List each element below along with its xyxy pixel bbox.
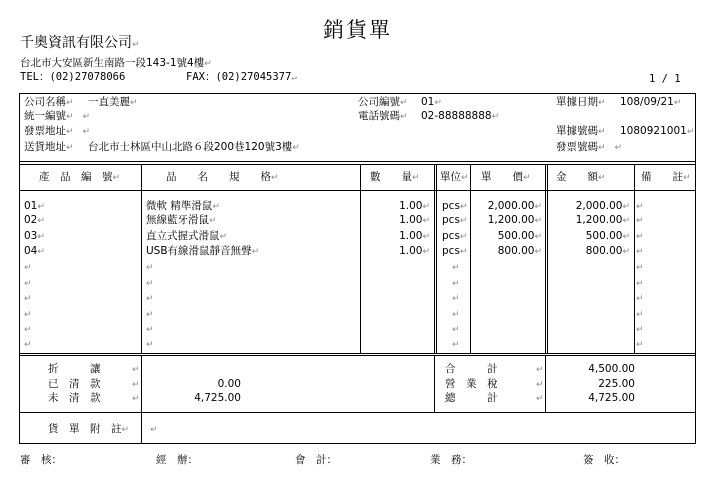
empty-row-mark: ↵: [146, 279, 154, 289]
empty-row-mark: ↵: [452, 263, 460, 273]
empty-row-mark: ↵: [146, 263, 154, 273]
row-spec: 微軟 精準滑鼠↵: [146, 200, 220, 212]
total-label: 合 計: [445, 363, 498, 375]
summary-mark: ↵: [132, 394, 140, 404]
page-indicator: 1 / 1: [649, 73, 681, 85]
company-code-value: 01↵: [421, 96, 442, 108]
empty-row-mark: ↵: [636, 263, 644, 273]
header-note: 備 註↵: [641, 171, 691, 183]
empty-row-mark: ↵: [24, 263, 32, 273]
phone-label: 電話號碼↵: [358, 110, 408, 122]
empty-row-mark: ↵: [452, 279, 460, 289]
empty-row-mark: ↵: [24, 279, 32, 289]
col-line-2: [360, 164, 361, 353]
header-spec: 品 名 規 格↵: [166, 171, 279, 183]
col-line-3b: [434, 355, 435, 412]
discount-label: 折 讓: [48, 363, 101, 375]
row-note: ↵: [636, 232, 644, 242]
company-label: 公司名稱↵: [24, 96, 74, 108]
col-line-4: [470, 164, 471, 353]
row-qty: 1.00↵: [399, 200, 430, 212]
grand-total-value: 4,725.00: [588, 392, 635, 404]
row-spec: 直立式握式滑鼠↵: [146, 230, 228, 242]
table-row: 03↵: [24, 230, 45, 242]
summary-mark: ↵: [536, 365, 544, 375]
invoice-no-label: 發票號碼↵ ↵: [556, 141, 623, 153]
empty-row-mark: ↵: [146, 325, 154, 335]
empty-row-mark: ↵: [636, 325, 644, 335]
empty-row-mark: ↵: [452, 294, 460, 304]
empty-row-mark: ↵: [24, 340, 32, 350]
total-value: 4,500.00: [588, 363, 635, 375]
row-note: ↵: [636, 247, 644, 257]
empty-row-mark: ↵: [636, 310, 644, 320]
header-qty: 數 量↵: [370, 171, 420, 183]
company-tel: TEL：(02)27078066: [20, 71, 126, 83]
row-price: 500.00↵: [497, 230, 542, 242]
company-name: 千奧資訊有限公司↵: [20, 35, 140, 51]
col-line-5b: [545, 355, 546, 412]
row-unit: pcs↵: [442, 214, 468, 226]
row-unit: pcs↵: [442, 245, 468, 257]
row-unit: pcs↵: [442, 230, 468, 242]
doc-date-value: 108/09/21↵: [620, 96, 682, 108]
row-note: ↵: [636, 202, 644, 212]
delivery-address-value: 台北市士林區中山北路６段200巷120號3樓↵: [88, 141, 300, 153]
row-spec: USB有線滑鼠靜音無聲↵: [146, 245, 260, 257]
unpaid-value: 4,725.00: [194, 392, 241, 404]
row-amount: 1,200.00↵: [575, 214, 630, 226]
header-unit: 單位↵: [440, 171, 469, 183]
row-price: 2,000.00↵: [487, 200, 542, 212]
col-line-6: [634, 164, 635, 353]
table-row: 01↵: [24, 200, 45, 212]
empty-row-mark: ↵: [636, 279, 644, 289]
header-code: 產 品 編 號↵: [39, 171, 121, 183]
empty-row-mark: ↵: [636, 294, 644, 304]
header-price: 單 價↵: [481, 171, 531, 183]
empty-row-mark: ↵: [452, 310, 460, 320]
tax-label: 營 業 稅: [445, 378, 498, 390]
doc-date-label: 單據日期↵: [556, 96, 606, 108]
row-qty: 1.00↵: [399, 230, 430, 242]
row-amount: 500.00↵: [585, 230, 630, 242]
summary-mark: ↵: [536, 380, 544, 390]
company-fax: FAX：(02)27045377↵: [186, 71, 297, 83]
signature-accounting: 會 計：: [295, 454, 337, 466]
unpaid-label: 未 清 款: [48, 392, 101, 404]
summary-mark: ↵: [132, 380, 140, 390]
company-value: 一直美麗↵: [88, 96, 138, 108]
doc-no-value: 1080921001↵: [620, 125, 695, 137]
col-line-1: [141, 164, 142, 353]
empty-row-mark: ↵: [146, 340, 154, 350]
signature-handler: 經 辦：: [156, 454, 198, 466]
empty-row-mark: ↵: [452, 325, 460, 335]
signature-review: 審 核：: [20, 454, 62, 466]
empty-row-mark: ↵: [146, 294, 154, 304]
row-spec: 無線藍牙滑鼠↵: [146, 214, 217, 226]
company-code-label: 公司編號↵: [358, 96, 408, 108]
empty-row-mark: ↵: [452, 340, 460, 350]
notes-label: 貨 單 附 註↵: [48, 423, 130, 435]
table-top-double: [19, 164, 696, 165]
company-address: 台北市大安區新生南路一段143-1號4樓↵: [20, 57, 212, 69]
summary-mark: ↵: [536, 394, 544, 404]
table-row: 02↵: [24, 214, 45, 226]
tax-id-label: 統一編號↵ ↵: [24, 110, 91, 122]
row-qty: 1.00↵: [399, 245, 430, 257]
col-line-3: [434, 164, 437, 353]
empty-row-mark: ↵: [146, 310, 154, 320]
col-line-1b: [141, 355, 142, 412]
row-unit: pcs↵: [442, 200, 468, 212]
document-title: 銷貨單: [323, 18, 392, 42]
header-amount: 金 額↵: [556, 171, 606, 183]
table-row: 04↵: [24, 245, 45, 257]
paid-label: 已 清 款: [48, 378, 101, 390]
grand-total-label: 總 計: [445, 392, 498, 404]
items-bottom-double: [19, 355, 696, 356]
phone-value: 02-88888888↵: [421, 110, 500, 122]
empty-row-mark: ↵: [24, 294, 32, 304]
invoice-address-label: 發票地址↵ ↵: [24, 125, 91, 137]
notes-value: ↵: [150, 425, 158, 435]
summary-mark: ↵: [132, 365, 140, 375]
signature-sales: 業 務：: [430, 454, 472, 466]
items-bottom-line: [19, 353, 696, 354]
row-amount: 2,000.00↵: [575, 200, 630, 212]
summary-bottom-line: [19, 412, 696, 413]
row-price: 1,200.00↵: [487, 214, 542, 226]
empty-row-mark: ↵: [24, 310, 32, 320]
col-line-5: [545, 164, 548, 353]
header-bottom-line: [19, 190, 696, 191]
row-amount: 800.00↵: [585, 245, 630, 257]
empty-row-mark: ↵: [636, 340, 644, 350]
signature-receive: 簽 收：: [583, 454, 625, 466]
empty-row-mark: ↵: [24, 325, 32, 335]
paid-value: 0.00: [217, 378, 241, 390]
row-qty: 1.00↵: [399, 214, 430, 226]
col-line-1c: [141, 412, 142, 444]
doc-no-label: 單據號碼↵: [556, 125, 606, 137]
row-note: ↵: [636, 216, 644, 226]
row-price: 800.00↵: [497, 245, 542, 257]
tax-value: 225.00: [598, 378, 635, 390]
delivery-address-label: 送貨地址↵: [24, 141, 74, 153]
